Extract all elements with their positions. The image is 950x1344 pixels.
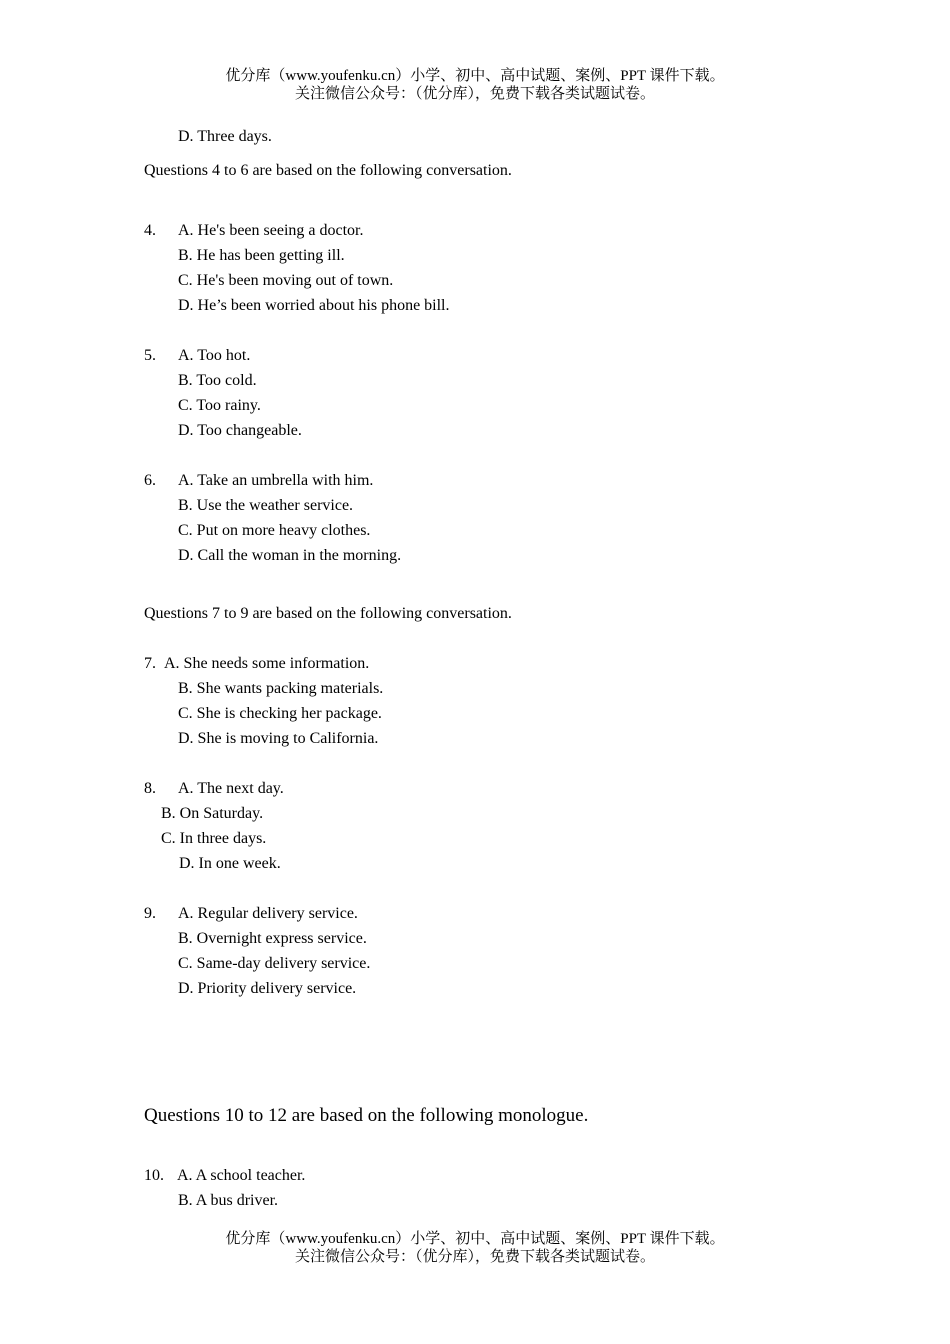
section-heading-7-9: Questions 7 to 9 are based on the following conversation.	[144, 605, 512, 622]
q10-option-b: B. A bus driver.	[178, 1192, 279, 1209]
question-number-6: 6.	[144, 472, 156, 489]
q8-option-d: D. In one week.	[179, 855, 281, 872]
q6-option-d: D. Call the woman in the morning.	[178, 547, 402, 564]
q4-option-c: C. He's been moving out of town.	[178, 272, 394, 289]
q5-option-c: C. Too rainy.	[178, 397, 261, 414]
q7-option-c: C. She is checking her package.	[178, 705, 382, 722]
q10-option-a: A. A school teacher.	[177, 1167, 306, 1184]
q6-option-c: C. Put on more heavy clothes.	[178, 522, 371, 539]
q7-option-d: D. She is moving to California.	[178, 730, 379, 747]
question-number-5: 5.	[144, 347, 156, 364]
q9-option-a: A. Regular delivery service.	[178, 905, 358, 922]
q8-option-b: B. On Saturday.	[161, 805, 264, 822]
q5-option-a: A. Too hot.	[178, 347, 251, 364]
q7-option-b: B. She wants packing materials.	[178, 680, 384, 697]
question-number-10: 10.	[144, 1167, 164, 1184]
q9-option-c: C. Same-day delivery service.	[178, 955, 371, 972]
footer-line-1: 优分库（www.youfenku.cn）小学、初中、高中试题、案例、PPT 课件下载。	[225, 1231, 725, 1247]
question-number-4: 4.	[144, 222, 156, 239]
q6-option-b: B. Use the weather service.	[178, 497, 354, 514]
header-line-1: 优分库（www.youfenku.cn）小学、初中、高中试题、案例、PPT 课件下载。	[225, 68, 725, 84]
q4-option-d: D. He’s been worried about his phone bill.	[178, 297, 450, 314]
q8-option-a: A. The next day.	[178, 780, 284, 797]
question-number-8: 8.	[144, 780, 156, 797]
prev-option-d: D. Three days.	[178, 128, 272, 145]
q5-option-d: D. Too changeable.	[178, 422, 302, 439]
q8-option-c: C. In three days.	[161, 830, 267, 847]
q4-option-a: A. He's been seeing a doctor.	[178, 222, 364, 239]
section-heading-10-12: Questions 10 to 12 are based on the following monologue.	[144, 1105, 589, 1126]
section-heading-4-6: Questions 4 to 6 are based on the following conversation.	[144, 162, 512, 179]
question-number-9: 9.	[144, 905, 156, 922]
q6-option-a: A. Take an umbrella with him.	[178, 472, 374, 489]
question-number-7: 7.	[144, 655, 156, 672]
q4-option-b: B. He has been getting ill.	[178, 247, 345, 264]
q5-option-b: B. Too cold.	[178, 372, 257, 389]
q7-option-a: A. She needs some information.	[164, 655, 370, 672]
q9-option-d: D. Priority delivery service.	[178, 980, 357, 997]
q9-option-b: B. Overnight express service.	[178, 930, 367, 947]
header-line-2: 关注微信公众号：（优分库），免费下载各类试题试卷。	[294, 86, 655, 102]
footer-line-2: 关注微信公众号：（优分库），免费下载各类试题试卷。	[294, 1249, 655, 1265]
